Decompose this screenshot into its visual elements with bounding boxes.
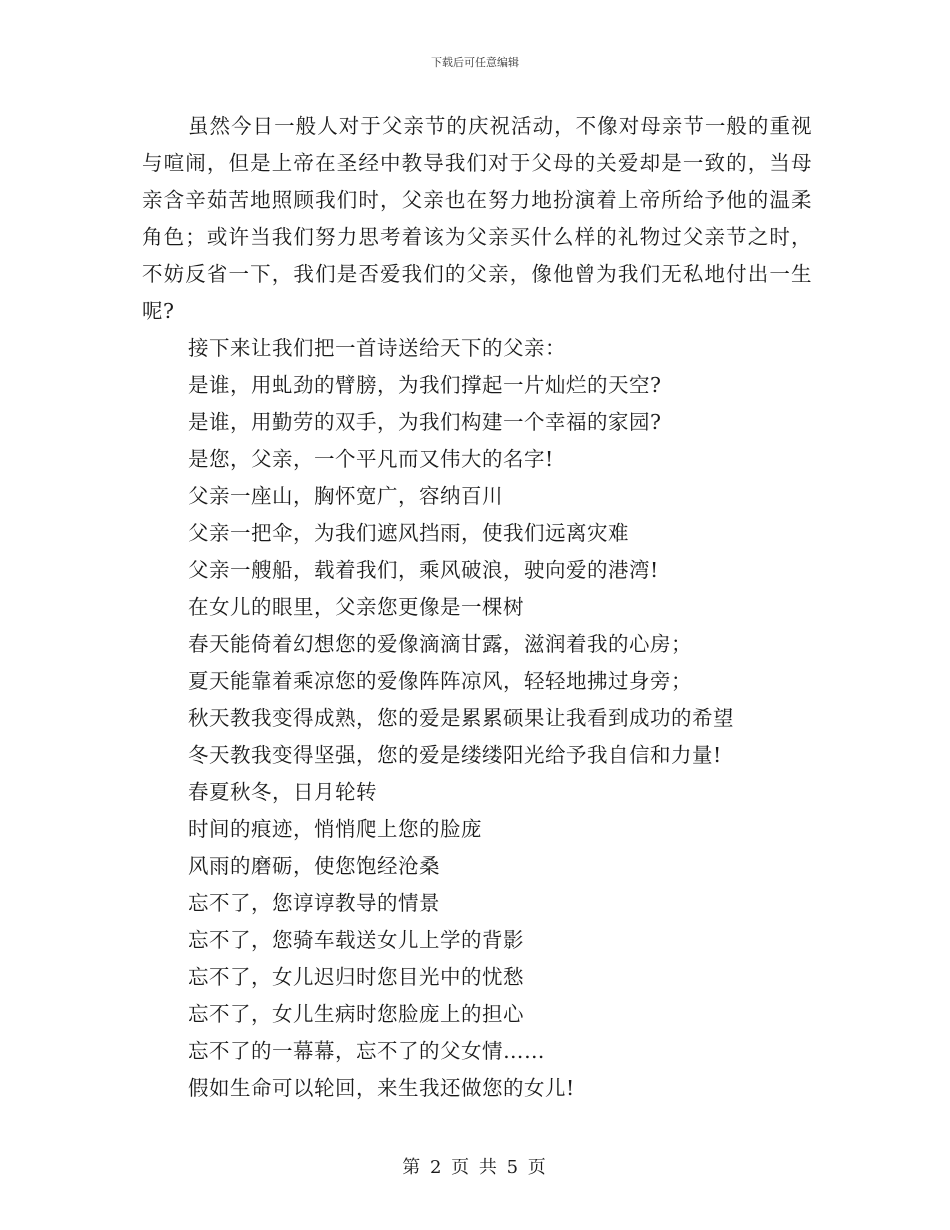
page-number-footer: 第 2 页 共 5 页 <box>402 1157 548 1178</box>
poem-line: 夏天能靠着乘凉您的爱像阵阵凉风，轻轻地拂过身旁； <box>188 669 692 693</box>
poem-line: 是您，父亲，一个平凡而又伟大的名字! <box>188 447 554 471</box>
poem-line: 风雨的磨砺，使您饱经沧桑 <box>188 854 440 878</box>
poem-line: 忘不了的一幕幕，忘不了的父女情…… <box>188 1039 545 1063</box>
poem-line: 父亲一座山，胸怀宽广，容纳百川 <box>188 484 503 508</box>
intro-paragraph: 虽然今日一般人对于父亲节的庆祝活动，不像对母亲节一般的重视与喧闹，但是上帝在圣经中教导我们对于父母的关爱却是一致的，当母亲含辛茹苦地照顾我们时，父亲也在努力地扮演着上帝所给予他的温柔角色；或许当我们努力思考着该为父亲买什么样的礼物过父亲节之时，不妨反省一下，我们是否爱我们的父亲，像他曾为我们无私地付出一生呢? <box>142 114 812 323</box>
poem-line: 冬天教我变得坚强，您的爱是缕缕阳光给予我自信和力量! <box>188 743 722 767</box>
poem-line: 是谁，用勤劳的双手，为我们构建一个幸福的家园? <box>188 410 662 434</box>
poem-line: 忘不了，女儿迟归时您目光中的忧愁 <box>188 965 524 989</box>
poem <box>142 367 812 1107</box>
poem-line: 忘不了，您骑车载送女儿上学的背影 <box>188 928 524 952</box>
poem-line: 忘不了，女儿生病时您脸庞上的担心 <box>188 1002 524 1026</box>
poem-line: 忘不了，您谆谆教导的情景 <box>188 891 440 915</box>
poem-line: 在女儿的眼里，父亲您更像是一棵树 <box>188 595 524 619</box>
poem-line: 秋天教我变得成熟，您的爱是累累硕果让我看到成功的希望 <box>188 706 734 730</box>
poem-line: 春夏秋冬，日月轮转 <box>188 780 377 804</box>
poem-line: 是谁，用虬劲的臂膀，为我们撑起一片灿烂的天空? <box>188 373 662 397</box>
document-body <box>142 108 812 1107</box>
page-header: 下载后可任意编辑 <box>431 56 519 69</box>
poem-line: 假如生命可以轮回，来生我还做您的女儿! <box>188 1076 575 1100</box>
poem-line: 时间的痕迹，悄悄爬上您的脸庞 <box>188 817 482 841</box>
poem-line: 春天能倚着幻想您的爱像滴滴甘露，滋润着我的心房； <box>188 632 692 656</box>
poem-lead-paragraph: 接下来让我们把一首诗送给天下的父亲： <box>188 336 566 360</box>
poem-line: 父亲一把伞，为我们遮风挡雨，使我们远离灾难 <box>188 521 629 545</box>
poem-line: 父亲一艘船，载着我们，乘风破浪，驶向爱的港湾! <box>188 558 659 582</box>
